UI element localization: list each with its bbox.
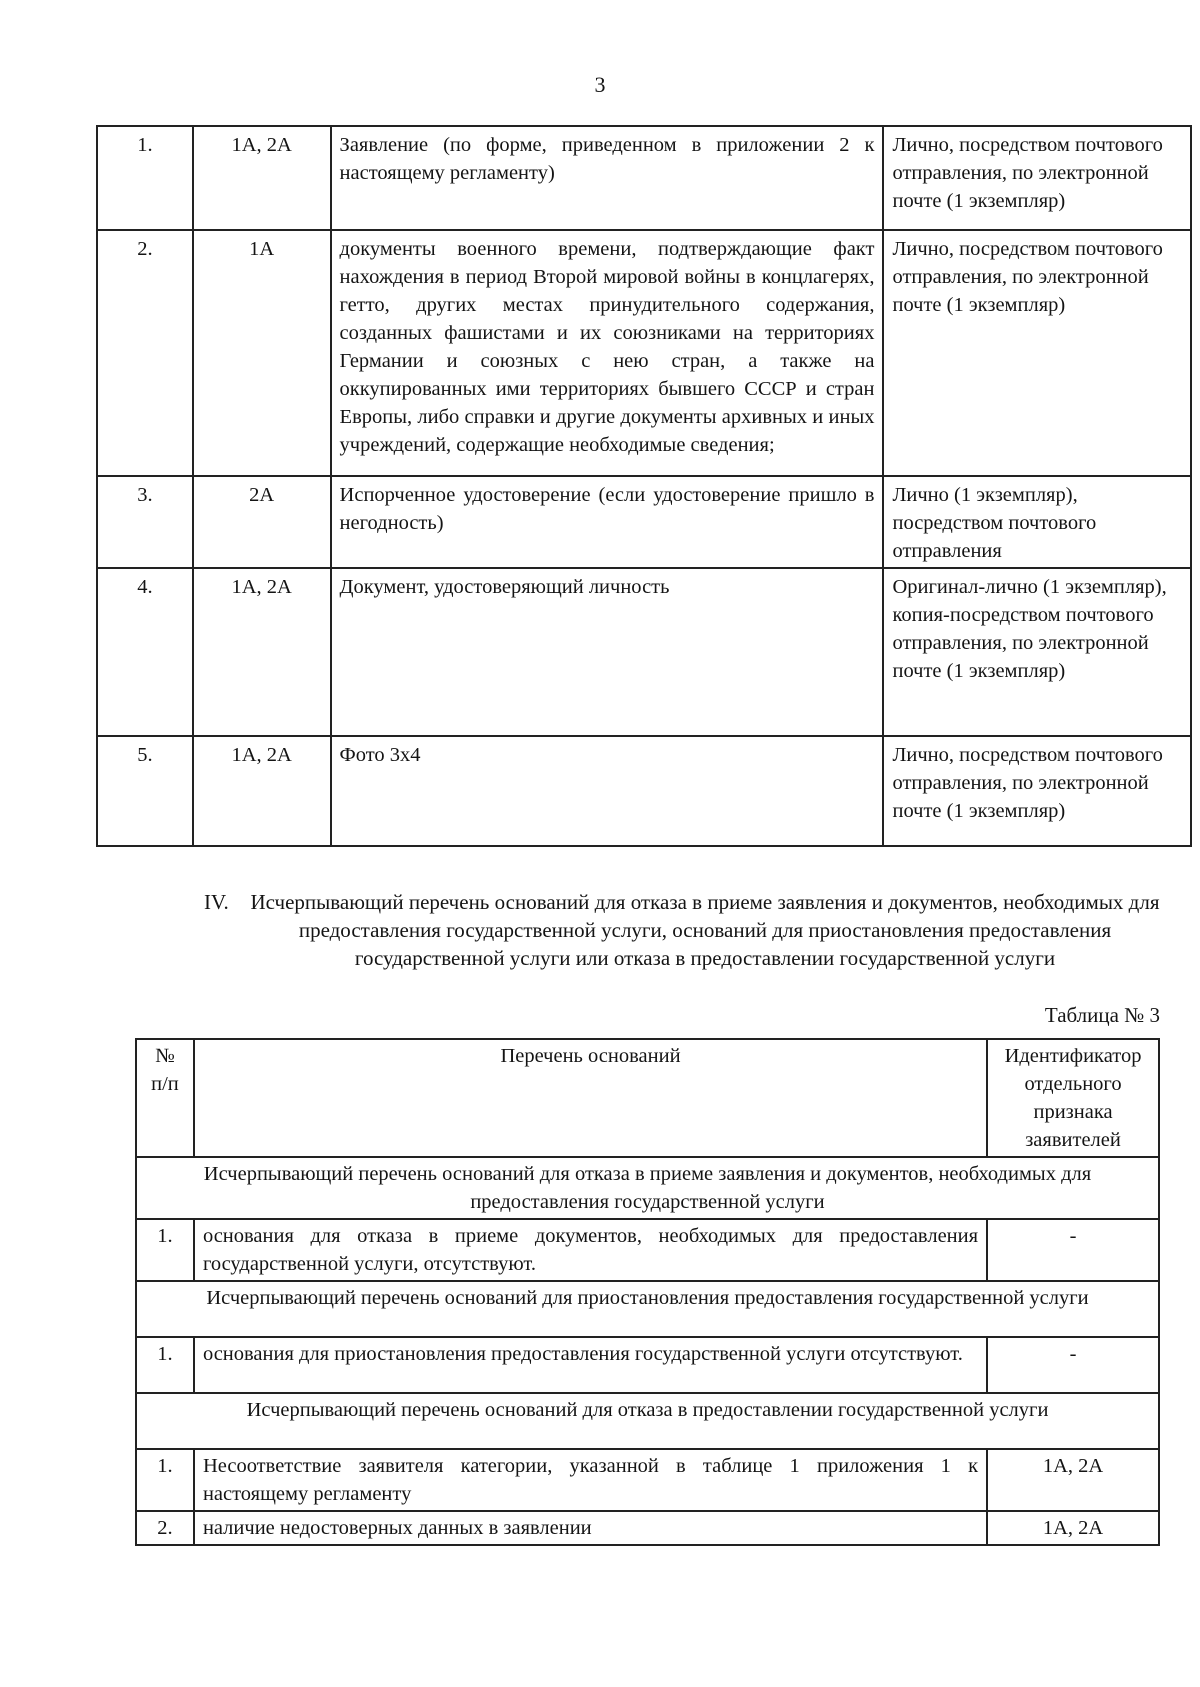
- applicant-identifier: 1А, 2А: [987, 1449, 1159, 1511]
- applicant-identifier: 1А, 2А: [987, 1511, 1159, 1545]
- group-heading-row: [136, 1281, 1159, 1337]
- document-name: Испорченное удостоверение (если удостоверение пришло в негодность): [331, 476, 884, 568]
- grounds-table: [135, 1038, 1160, 1546]
- row-number: 1.: [136, 1219, 194, 1281]
- applicant-category: 1А, 2А: [193, 736, 331, 846]
- table-header-row: [136, 1039, 1159, 1157]
- applicant-identifier: -: [987, 1337, 1159, 1393]
- document-name: Документ, удостоверяющий личность: [331, 568, 884, 736]
- applicant-category: 1А, 2А: [193, 568, 331, 736]
- group-heading-row: [136, 1157, 1159, 1219]
- column-header-identifier: Идентификатор отдельного признака заявителей: [987, 1039, 1159, 1157]
- documents-table: [96, 125, 1192, 847]
- section-heading: [204, 888, 1170, 972]
- table-row: [97, 126, 1191, 230]
- table-row: [97, 476, 1191, 568]
- applicant-category: 2А: [193, 476, 331, 568]
- ground-text: наличие недостоверных данных в заявлении: [194, 1511, 987, 1545]
- submission-method: Лично, посредством почтового отправления, по электронной почте (1 экземпляр): [883, 736, 1191, 846]
- document-name: Фото 3х4: [331, 736, 884, 846]
- submission-method: Лично, посредством почтового отправления, по электронной почте (1 экземпляр): [883, 126, 1191, 230]
- table-row: [136, 1511, 1159, 1545]
- table-row: [136, 1337, 1159, 1393]
- column-header-list: Перечень оснований: [194, 1039, 987, 1157]
- row-number: 5.: [97, 736, 193, 846]
- table-row: [136, 1219, 1159, 1281]
- table-row: [97, 230, 1191, 476]
- row-number: 2.: [136, 1511, 194, 1545]
- section-number: IV.: [204, 890, 229, 914]
- column-header-number: № п/п: [136, 1039, 194, 1157]
- submission-method: Оригинал-лично (1 экземпляр), копия-посредством почтового отправления, по электронной почте (1 экземпляр): [883, 568, 1191, 736]
- row-number: 1.: [97, 126, 193, 230]
- row-number: 1.: [136, 1337, 194, 1393]
- row-number: 4.: [97, 568, 193, 736]
- applicant-category: 1А: [193, 230, 331, 476]
- group-heading-row: [136, 1393, 1159, 1449]
- group-heading: Исчерпывающий перечень оснований для отказа в предоставлении государственной услуги: [136, 1393, 1159, 1449]
- page-number: 3: [594, 72, 606, 97]
- group-heading: Исчерпывающий перечень оснований для приостановления предоставления государственной услуги: [136, 1281, 1159, 1337]
- applicant-category: 1А, 2А: [193, 126, 331, 230]
- section-title: Исчерпывающий перечень оснований для отказа в приеме заявления и документов, необходимых для предоставления государственной услуги, оснований для приостановления предоставления государственной услуги или отказа в предоставлении государственной услуги: [250, 890, 1160, 970]
- table-caption: Таблица № 3: [1044, 1003, 1160, 1027]
- applicant-identifier: -: [987, 1219, 1159, 1281]
- row-number: 3.: [97, 476, 193, 568]
- table-row: [97, 736, 1191, 846]
- ground-text: Несоответствие заявителя категории, указанной в таблице 1 приложения 1 к настоящему регламенту: [194, 1449, 987, 1511]
- submission-method: Лично (1 экземпляр), посредством почтового отправления: [883, 476, 1191, 568]
- table-row: [136, 1449, 1159, 1511]
- document-name: Заявление (по форме, приведенном в приложении 2 к настоящему регламенту): [331, 126, 884, 230]
- ground-text: основания для отказа в приеме документов, необходимых для предоставления государственной услуги, отсутствуют.: [194, 1219, 987, 1281]
- table-row: [97, 568, 1191, 736]
- row-number: 2.: [97, 230, 193, 476]
- document-name: документы военного времени, подтверждающие факт нахождения в период Второй мировой войны в концлагерях, гетто, других местах принудительного содержания, созданных фашистами и их союзниками на территориях Германии и союзных с нею стран, а также на оккупированных ими территориях бывшего СССР и стран Европы, либо справки и другие документы архивных и иных учреждений, содержащие необходимые сведения;: [331, 230, 884, 476]
- ground-text: основания для приостановления предоставления государственной услуги отсутствуют.: [194, 1337, 987, 1393]
- row-number: 1.: [136, 1449, 194, 1511]
- submission-method: Лично, посредством почтового отправления, по электронной почте (1 экземпляр): [883, 230, 1191, 476]
- group-heading: Исчерпывающий перечень оснований для отказа в приеме заявления и документов, необходимых для предоставления государственной услуги: [136, 1157, 1159, 1219]
